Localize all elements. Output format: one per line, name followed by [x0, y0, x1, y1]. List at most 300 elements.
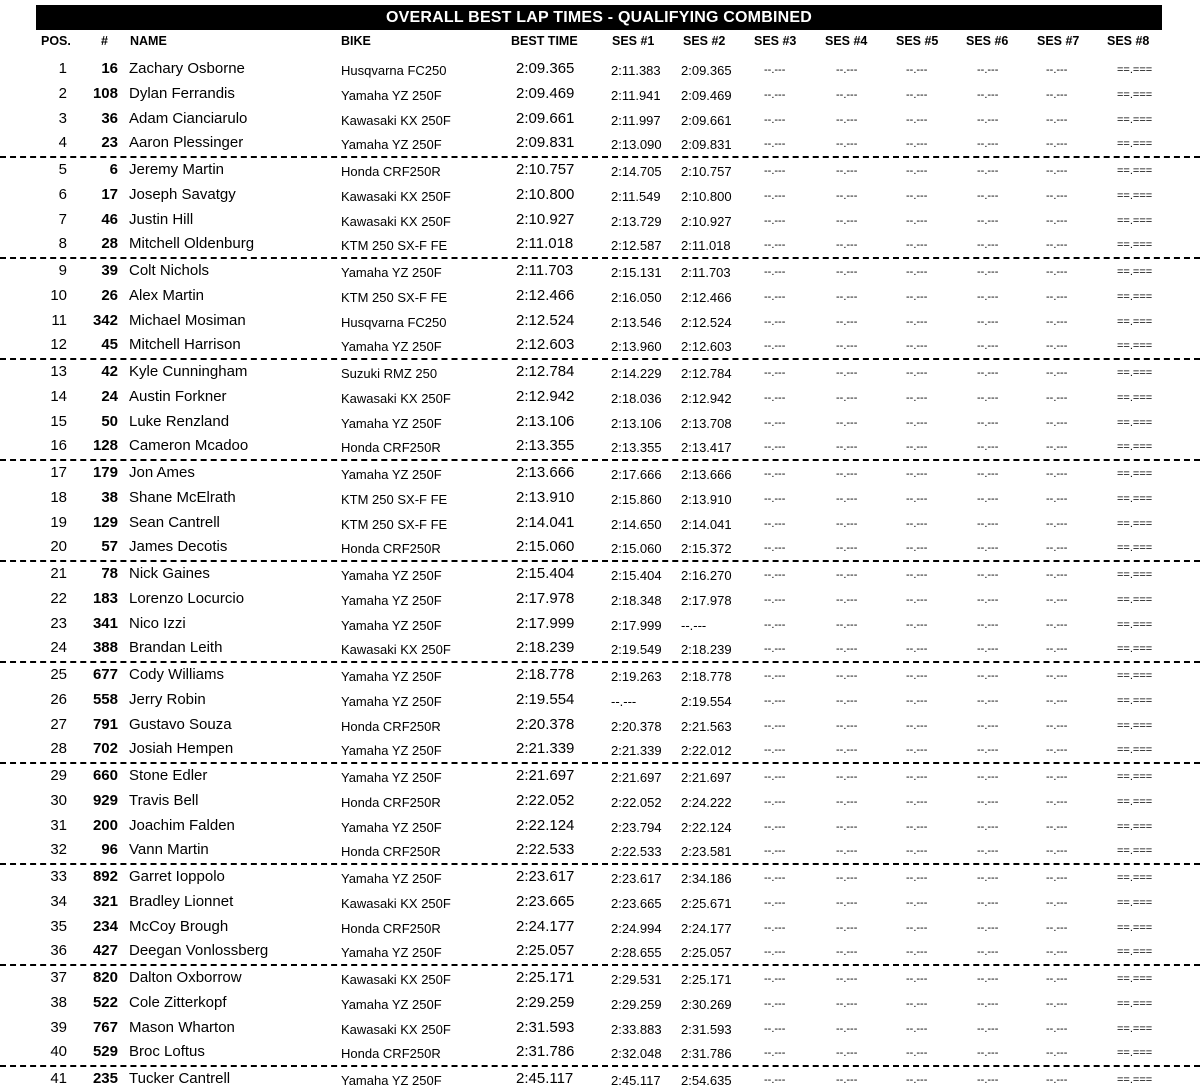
- position-cell: 39: [50, 1018, 67, 1036]
- session-2-cell: 2:13.910: [681, 491, 732, 507]
- session-2-cell: 2:09.661: [681, 112, 732, 128]
- rider-name-cell: Josiah Hempen: [129, 740, 234, 758]
- session-3-cell: --.---: [764, 1047, 786, 1060]
- session-6-cell: --.---: [977, 670, 999, 682]
- session-2-cell: 2:11.703: [681, 265, 731, 280]
- position-cell: 33: [50, 868, 67, 885]
- session-6-cell: --.---: [977, 973, 999, 985]
- table-row: [0, 814, 1200, 839]
- bike-cell: Kawasaki KX 250F: [341, 390, 451, 406]
- position-cell: 41: [50, 1070, 67, 1087]
- session-4-cell: --.---: [836, 618, 858, 631]
- session-3-cell: --.---: [764, 315, 786, 328]
- table-row: [0, 434, 1200, 461]
- session-1-cell: 2:14.229: [611, 366, 662, 381]
- bike-cell: Suzuki RMZ 250: [341, 366, 438, 381]
- session-8-cell: ==.===: [1117, 542, 1153, 555]
- session-3-cell: --.---: [764, 1074, 786, 1086]
- session-1-cell: 2:29.259: [611, 996, 662, 1012]
- position-cell: 30: [50, 791, 67, 809]
- session-3-cell: --.---: [764, 290, 786, 303]
- session-1-cell: 2:17.999: [611, 617, 662, 633]
- session-4-cell: --.---: [836, 795, 858, 808]
- best-time-cell: 2:31.593: [516, 1018, 575, 1036]
- table-row: [0, 232, 1200, 259]
- session-8-cell: ==.===: [1117, 138, 1153, 151]
- session-5-cell: --.---: [906, 670, 928, 682]
- session-2-cell: 2:25.671: [681, 895, 732, 911]
- session-3-cell: --.---: [764, 468, 786, 480]
- table-row: [0, 511, 1200, 536]
- session-7-cell: --.---: [1046, 744, 1068, 757]
- session-7-cell: --.---: [1046, 1022, 1068, 1035]
- session-2-cell: 2:21.697: [681, 770, 732, 785]
- rider-number-cell: 660: [92, 767, 118, 784]
- best-time-cell: 2:10.927: [516, 210, 575, 228]
- session-8-cell: ==.===: [1117, 290, 1153, 303]
- position-cell: 34: [50, 892, 67, 910]
- session-8-cell: ==.===: [1117, 997, 1153, 1010]
- position-cell: 32: [50, 841, 67, 859]
- session-2-cell: 2:31.786: [681, 1046, 732, 1062]
- bike-cell: Yamaha YZ 250F: [341, 1073, 442, 1088]
- session-4-cell: --.---: [836, 643, 858, 656]
- session-3-cell: --.---: [764, 795, 786, 808]
- bike-cell: Honda CRF250R: [341, 440, 441, 456]
- table-row: [0, 131, 1200, 158]
- session-1-cell: 2:33.883: [611, 1021, 662, 1037]
- position-cell: 19: [50, 513, 67, 531]
- session-6-cell: --.---: [977, 367, 999, 379]
- session-5-cell: --.---: [906, 845, 928, 858]
- table-row: [0, 535, 1200, 562]
- position-cell: 35: [50, 917, 67, 935]
- table-row: [0, 838, 1200, 865]
- session-8-cell: ==.===: [1117, 416, 1153, 429]
- best-time-cell: 2:12.784: [516, 363, 575, 380]
- bike-cell: Yamaha YZ 250F: [341, 617, 442, 633]
- session-3-cell: --.---: [764, 239, 786, 252]
- session-3-cell: --.---: [764, 492, 786, 505]
- session-4-cell: --.---: [836, 771, 858, 783]
- session-6-cell: --.---: [977, 315, 999, 328]
- session-3-cell: --.---: [764, 643, 786, 656]
- rider-number-cell: 767: [92, 1018, 118, 1036]
- session-6-cell: --.---: [977, 138, 999, 151]
- session-8-cell: ==.===: [1117, 694, 1153, 707]
- rider-name-cell: Brandan Leith: [129, 639, 223, 657]
- session-6-cell: --.---: [977, 340, 999, 353]
- rider-name-cell: Mitchell Harrison: [129, 336, 241, 354]
- position-cell: 9: [58, 262, 67, 279]
- session-2-cell: 2:25.057: [681, 945, 732, 961]
- session-2-cell: 2:17.978: [681, 592, 732, 608]
- session-5-cell: --.---: [906, 367, 928, 379]
- session-4-cell: --.---: [836, 670, 858, 682]
- session-8-cell: ==.===: [1117, 468, 1153, 480]
- best-time-cell: 2:22.052: [516, 791, 575, 809]
- best-time-cell: 2:11.703: [516, 262, 574, 279]
- table-row: [0, 410, 1200, 435]
- table-row: [0, 562, 1200, 587]
- session-2-cell: 2:12.784: [681, 366, 732, 381]
- bike-cell: Yamaha YZ 250F: [341, 87, 442, 103]
- session-8-cell: ==.===: [1117, 845, 1153, 858]
- session-8-cell: ==.===: [1117, 872, 1153, 884]
- column-header-best-time: BEST TIME: [511, 34, 578, 48]
- table-row: [0, 82, 1200, 107]
- best-time-cell: 2:22.533: [516, 841, 575, 859]
- bike-cell: Honda CRF250R: [341, 164, 441, 179]
- session-4-cell: --.---: [836, 845, 858, 858]
- session-5-cell: --.---: [906, 744, 928, 757]
- rider-number-cell: 791: [92, 715, 118, 733]
- table-row: [0, 915, 1200, 940]
- session-4-cell: --.---: [836, 946, 858, 959]
- session-6-cell: --.---: [977, 1047, 999, 1060]
- session-5-cell: --.---: [906, 643, 928, 656]
- session-5-cell: --.---: [906, 165, 928, 177]
- session-1-cell: 2:20.378: [611, 718, 662, 734]
- best-time-cell: 2:25.057: [516, 942, 575, 960]
- table-row: [0, 587, 1200, 612]
- bike-cell: Yamaha YZ 250F: [341, 568, 442, 583]
- session-5-cell: --.---: [906, 973, 928, 985]
- session-1-cell: 2:18.348: [611, 592, 662, 608]
- session-2-cell: 2:09.365: [681, 63, 732, 78]
- session-4-cell: --.---: [836, 367, 858, 379]
- rider-number-cell: 388: [92, 639, 118, 657]
- rider-number-cell: 46: [101, 210, 118, 228]
- session-7-cell: --.---: [1046, 643, 1068, 656]
- table-row: [0, 737, 1200, 764]
- session-3-cell: --.---: [764, 64, 786, 76]
- rider-number-cell: 42: [101, 363, 118, 380]
- position-cell: 18: [50, 488, 67, 506]
- session-6-cell: --.---: [977, 946, 999, 959]
- session-1-cell: 2:23.665: [611, 895, 662, 911]
- session-7-cell: --.---: [1046, 997, 1068, 1010]
- position-cell: 29: [50, 767, 67, 784]
- session-6-cell: --.---: [977, 694, 999, 707]
- best-time-cell: 2:17.978: [516, 589, 575, 607]
- rider-name-cell: McCoy Brough: [129, 917, 229, 935]
- session-6-cell: --.---: [977, 416, 999, 429]
- session-3-cell: --.---: [764, 189, 786, 202]
- position-cell: 17: [50, 464, 67, 481]
- rider-number-cell: 529: [92, 1043, 118, 1061]
- bike-cell: Yamaha YZ 250F: [341, 137, 442, 153]
- position-cell: 15: [50, 412, 67, 430]
- bike-cell: KTM 250 SX-F FE: [341, 491, 448, 507]
- column-header-name: NAME: [130, 34, 167, 48]
- session-2-cell: 2:22.012: [681, 743, 732, 759]
- session-1-cell: --.---: [611, 693, 637, 709]
- session-8-cell: ==.===: [1117, 973, 1153, 985]
- session-7-cell: --.---: [1046, 670, 1068, 682]
- session-5-cell: --.---: [906, 239, 928, 252]
- session-4-cell: --.---: [836, 468, 858, 480]
- session-6-cell: --.---: [977, 872, 999, 884]
- session-1-cell: 2:21.339: [611, 743, 662, 759]
- position-cell: 1: [58, 60, 67, 77]
- best-time-cell: 2:15.060: [516, 538, 575, 556]
- best-time-cell: 2:21.697: [516, 767, 575, 784]
- rider-number-cell: 36: [101, 109, 118, 127]
- rider-number-cell: 108: [92, 84, 118, 102]
- best-time-cell: 2:18.778: [516, 666, 575, 683]
- session-1-cell: 2:28.655: [611, 945, 662, 961]
- column-header-row: [0, 34, 1200, 52]
- session-7-cell: --.---: [1046, 189, 1068, 202]
- session-8-cell: ==.===: [1117, 744, 1153, 757]
- position-cell: 36: [50, 942, 67, 960]
- session-1-cell: 2:14.705: [611, 164, 662, 179]
- rider-number-cell: 38: [101, 488, 118, 506]
- session-3-cell: --.---: [764, 744, 786, 757]
- rider-number-cell: 6: [109, 161, 118, 178]
- position-cell: 38: [50, 993, 67, 1011]
- session-5-cell: --.---: [906, 946, 928, 959]
- best-time-cell: 2:14.041: [516, 513, 575, 531]
- session-4-cell: --.---: [836, 391, 858, 404]
- best-time-cell: 2:13.106: [516, 412, 575, 430]
- session-3-cell: --.---: [764, 694, 786, 707]
- session-3-cell: --.---: [764, 266, 786, 278]
- rider-name-cell: Michael Mosiman: [129, 311, 246, 329]
- session-2-cell: 2:25.171: [681, 972, 732, 987]
- session-7-cell: --.---: [1046, 113, 1068, 126]
- session-1-cell: 2:13.106: [611, 415, 662, 431]
- session-4-cell: --.---: [836, 872, 858, 884]
- session-8-cell: ==.===: [1117, 189, 1153, 202]
- session-2-cell: 2:15.372: [681, 541, 732, 557]
- best-time-cell: 2:45.117: [516, 1070, 574, 1087]
- rider-name-cell: Mason Wharton: [129, 1018, 235, 1036]
- session-6-cell: --.---: [977, 239, 999, 252]
- session-8-cell: ==.===: [1117, 719, 1153, 732]
- session-3-cell: --.---: [764, 88, 786, 101]
- session-3-cell: --.---: [764, 719, 786, 732]
- rider-name-cell: James Decotis: [129, 538, 228, 556]
- session-8-cell: ==.===: [1117, 391, 1153, 404]
- session-2-cell: 2:10.757: [681, 164, 732, 179]
- session-4-cell: --.---: [836, 517, 858, 530]
- session-5-cell: --.---: [906, 896, 928, 909]
- session-6-cell: --.---: [977, 771, 999, 783]
- session-4-cell: --.---: [836, 492, 858, 505]
- session-7-cell: --.---: [1046, 618, 1068, 631]
- session-1-cell: 2:21.697: [611, 770, 662, 785]
- session-7-cell: --.---: [1046, 569, 1068, 581]
- session-5-cell: --.---: [906, 593, 928, 606]
- session-4-cell: --.---: [836, 266, 858, 278]
- session-8-cell: ==.===: [1117, 517, 1153, 530]
- session-7-cell: --.---: [1046, 315, 1068, 328]
- session-5-cell: --.---: [906, 340, 928, 353]
- bike-cell: KTM 250 SX-F FE: [341, 289, 448, 305]
- position-cell: 25: [50, 666, 67, 683]
- session-8-cell: ==.===: [1117, 239, 1153, 252]
- session-5-cell: --.---: [906, 266, 928, 278]
- session-8-cell: ==.===: [1117, 593, 1153, 606]
- best-time-cell: 2:09.661: [516, 109, 575, 127]
- session-1-cell: 2:45.117: [611, 1073, 661, 1088]
- rider-name-cell: Adam Cianciarulo: [129, 109, 248, 127]
- session-7-cell: --.---: [1046, 719, 1068, 732]
- session-3-cell: --.---: [764, 340, 786, 353]
- column-header-number: #: [101, 34, 108, 48]
- session-4-cell: --.---: [836, 290, 858, 303]
- bike-cell: Yamaha YZ 250F: [341, 592, 442, 608]
- session-4-cell: --.---: [836, 1047, 858, 1060]
- session-8-cell: ==.===: [1117, 771, 1153, 783]
- session-3-cell: --.---: [764, 214, 786, 227]
- session-1-cell: 2:22.052: [611, 794, 662, 810]
- bike-cell: Honda CRF250R: [341, 1046, 441, 1062]
- bike-cell: Yamaha YZ 250F: [341, 871, 442, 886]
- position-cell: 22: [50, 589, 67, 607]
- session-4-cell: --.---: [836, 189, 858, 202]
- session-1-cell: 2:15.060: [611, 541, 662, 557]
- bike-cell: Kawasaki KX 250F: [341, 213, 451, 229]
- session-2-cell: 2:23.581: [681, 844, 732, 860]
- session-6-cell: --.---: [977, 441, 999, 454]
- rider-number-cell: 179: [92, 464, 118, 481]
- rider-name-cell: Gustavo Souza: [129, 715, 232, 733]
- session-7-cell: --.---: [1046, 239, 1068, 252]
- session-7-cell: --.---: [1046, 1047, 1068, 1060]
- position-cell: 31: [50, 816, 67, 834]
- position-cell: 10: [50, 286, 67, 304]
- session-5-cell: --.---: [906, 441, 928, 454]
- session-4-cell: --.---: [836, 88, 858, 101]
- position-cell: 27: [50, 715, 67, 733]
- session-3-cell: --.---: [764, 593, 786, 606]
- session-1-cell: 2:13.355: [611, 440, 662, 456]
- session-5-cell: --.---: [906, 569, 928, 581]
- session-1-cell: 2:11.383: [611, 63, 661, 78]
- session-8-cell: ==.===: [1117, 946, 1153, 959]
- session-7-cell: --.---: [1046, 896, 1068, 909]
- position-cell: 21: [50, 565, 67, 582]
- best-time-cell: 2:29.259: [516, 993, 575, 1011]
- table-row: [0, 57, 1200, 82]
- session-3-cell: --.---: [764, 872, 786, 884]
- best-time-cell: 2:20.378: [516, 715, 575, 733]
- session-4-cell: --.---: [836, 973, 858, 985]
- rider-name-cell: Broc Loftus: [129, 1043, 205, 1061]
- rider-name-cell: Jon Ames: [129, 464, 195, 481]
- session-7-cell: --.---: [1046, 165, 1068, 177]
- session-1-cell: 2:24.994: [611, 920, 662, 936]
- table-row: [0, 486, 1200, 511]
- bike-cell: Yamaha YZ 250F: [341, 265, 442, 280]
- rider-number-cell: 128: [92, 437, 118, 455]
- rider-name-cell: Stone Edler: [129, 767, 208, 784]
- session-3-cell: --.---: [764, 670, 786, 682]
- table-row: [0, 1040, 1200, 1067]
- session-3-cell: --.---: [764, 921, 786, 934]
- session-6-cell: --.---: [977, 64, 999, 76]
- rider-number-cell: 235: [92, 1070, 118, 1087]
- session-7-cell: --.---: [1046, 820, 1068, 833]
- table-row: [0, 991, 1200, 1016]
- session-7-cell: --.---: [1046, 921, 1068, 934]
- position-cell: 37: [50, 969, 67, 986]
- session-6-cell: --.---: [977, 1074, 999, 1086]
- best-time-cell: 2:09.831: [516, 134, 575, 152]
- session-5-cell: --.---: [906, 492, 928, 505]
- session-6-cell: --.---: [977, 618, 999, 631]
- session-6-cell: --.---: [977, 820, 999, 833]
- session-1-cell: 2:13.546: [611, 314, 662, 330]
- session-1-cell: 2:18.036: [611, 390, 662, 406]
- session-5-cell: --.---: [906, 214, 928, 227]
- best-time-cell: 2:10.800: [516, 185, 575, 203]
- best-time-cell: 2:18.239: [516, 639, 575, 657]
- session-3-cell: --.---: [764, 973, 786, 985]
- session-7-cell: --.---: [1046, 416, 1068, 429]
- bike-cell: Yamaha YZ 250F: [341, 945, 442, 961]
- position-cell: 16: [50, 437, 67, 455]
- session-1-cell: 2:23.794: [611, 819, 662, 835]
- session-7-cell: --.---: [1046, 872, 1068, 884]
- best-time-cell: 2:09.469: [516, 84, 575, 102]
- session-7-cell: --.---: [1046, 290, 1068, 303]
- position-cell: 12: [50, 336, 67, 354]
- session-2-cell: 2:13.666: [681, 467, 732, 482]
- session-6-cell: --.---: [977, 165, 999, 177]
- session-2-cell: 2:31.593: [681, 1021, 732, 1037]
- best-time-cell: 2:17.999: [516, 614, 575, 632]
- session-1-cell: 2:14.650: [611, 516, 662, 532]
- session-2-cell: 2:10.927: [681, 213, 732, 229]
- results-table-body: [0, 57, 1200, 1092]
- session-4-cell: --.---: [836, 239, 858, 252]
- session-3-cell: --.---: [764, 618, 786, 631]
- session-8-cell: ==.===: [1117, 896, 1153, 909]
- table-row: [0, 107, 1200, 132]
- session-6-cell: --.---: [977, 1022, 999, 1035]
- session-5-cell: --.---: [906, 517, 928, 530]
- session-5-cell: --.---: [906, 795, 928, 808]
- best-time-cell: 2:24.177: [516, 917, 575, 935]
- bike-cell: Kawasaki KX 250F: [341, 972, 451, 987]
- rider-name-cell: Luke Renzland: [129, 412, 230, 430]
- session-5-cell: --.---: [906, 468, 928, 480]
- bike-cell: Husqvarna FC250: [341, 314, 447, 330]
- session-2-cell: 2:13.708: [681, 415, 732, 431]
- best-time-cell: 2:19.554: [516, 690, 575, 708]
- table-row: [0, 333, 1200, 360]
- rider-name-cell: Aaron Plessinger: [129, 134, 244, 152]
- bike-cell: KTM 250 SX-F FE: [341, 238, 448, 254]
- session-1-cell: 2:13.960: [611, 339, 662, 355]
- session-2-cell: 2:18.778: [681, 669, 732, 684]
- position-cell: 40: [50, 1043, 67, 1061]
- session-6-cell: --.---: [977, 517, 999, 530]
- table-row: [0, 1016, 1200, 1041]
- best-time-cell: 2:25.171: [516, 969, 575, 986]
- session-6-cell: --.---: [977, 845, 999, 858]
- rider-name-cell: Colt Nichols: [129, 262, 210, 279]
- session-3-cell: --.---: [764, 569, 786, 581]
- session-8-cell: ==.===: [1117, 88, 1153, 101]
- session-7-cell: --.---: [1046, 441, 1068, 454]
- session-4-cell: --.---: [836, 542, 858, 555]
- session-8-cell: ==.===: [1117, 820, 1153, 833]
